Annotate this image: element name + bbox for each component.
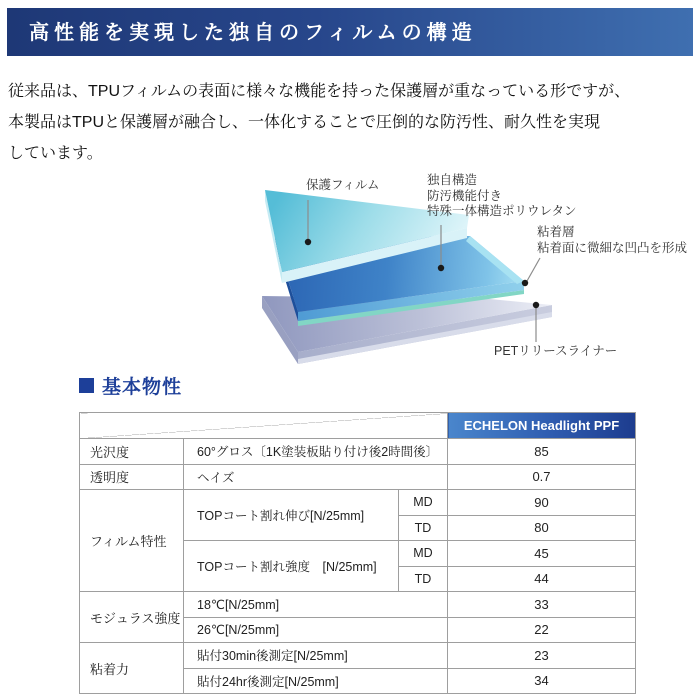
item-cell: 18℃[N/25mm] (184, 592, 448, 618)
table-row (80, 464, 636, 490)
label-adhesive-layer: 粘着層 粘着面に微細な凹凸を形成 (537, 225, 688, 255)
value-cell: 80 (448, 515, 636, 541)
intro-line: 本製品はTPUと保護層が融合し、一体化することで圧倒的な防汚性、耐久性を実現 (8, 114, 601, 131)
value-cell: 34 (448, 668, 636, 694)
label-protective-film: 保護フィルム (306, 178, 380, 192)
value-cell: 33 (448, 592, 636, 618)
category-cell: 光沢度 (80, 439, 184, 465)
item-cell: TOPコート割れ伸び[N/25mm] (184, 490, 399, 541)
basic-properties-table (79, 412, 636, 694)
table-row (80, 439, 636, 465)
direction-cell: MD (399, 490, 448, 516)
value-cell: 23 (448, 643, 636, 669)
direction-cell: TD (399, 566, 448, 592)
item-cell: 貼付30min後測定[N/25mm] (184, 643, 448, 669)
item-cell: 貼付24hr後測定[N/25mm] (184, 668, 448, 694)
category-cell: 粘着力 (80, 643, 184, 694)
category-cell: フィルム特性 (80, 490, 184, 592)
category-cell: 透明度 (80, 464, 184, 490)
page-title: 高性能を実現した独自のフィルムの構造 (29, 20, 477, 44)
section-title-basic-properties: 基本物性 (79, 372, 182, 399)
item-cell: 26℃[N/25mm] (184, 617, 448, 643)
value-cell: 90 (448, 490, 636, 516)
category-cell: モジュラス強度 (80, 592, 184, 643)
table-header-row (80, 413, 636, 439)
table-row (80, 490, 636, 516)
value-cell: 45 (448, 541, 636, 567)
table-corner-cell (80, 413, 448, 439)
value-cell: 0.7 (448, 464, 636, 490)
item-cell: TOPコート割れ強度 [N/25mm] (184, 541, 399, 592)
value-cell: 22 (448, 617, 636, 643)
direction-cell: MD (399, 541, 448, 567)
table-row (80, 592, 636, 618)
direction-cell: TD (399, 515, 448, 541)
square-bullet-icon (79, 378, 94, 393)
value-cell: 85 (448, 439, 636, 465)
value-cell: 44 (448, 566, 636, 592)
product-header-cell: ECHELON Headlight PPF (448, 413, 636, 439)
table-row (80, 643, 636, 669)
intro-line: しています。 (8, 145, 103, 162)
item-cell: 60°グロス〔1K塗装板貼り付け後2時間後〕 (184, 439, 448, 465)
intro-line: 従来品は、TPUフィルムの表面に様々な機能を持った保護層が重なっている形ですが、 (8, 83, 631, 100)
label-unique-structure: 独自構造 防汚機能付き 特殊一体構造ポリウレタン (427, 173, 577, 218)
item-cell: ヘイズ (184, 464, 448, 490)
label-pet-release-liner: PETリリースライナー (494, 344, 618, 358)
